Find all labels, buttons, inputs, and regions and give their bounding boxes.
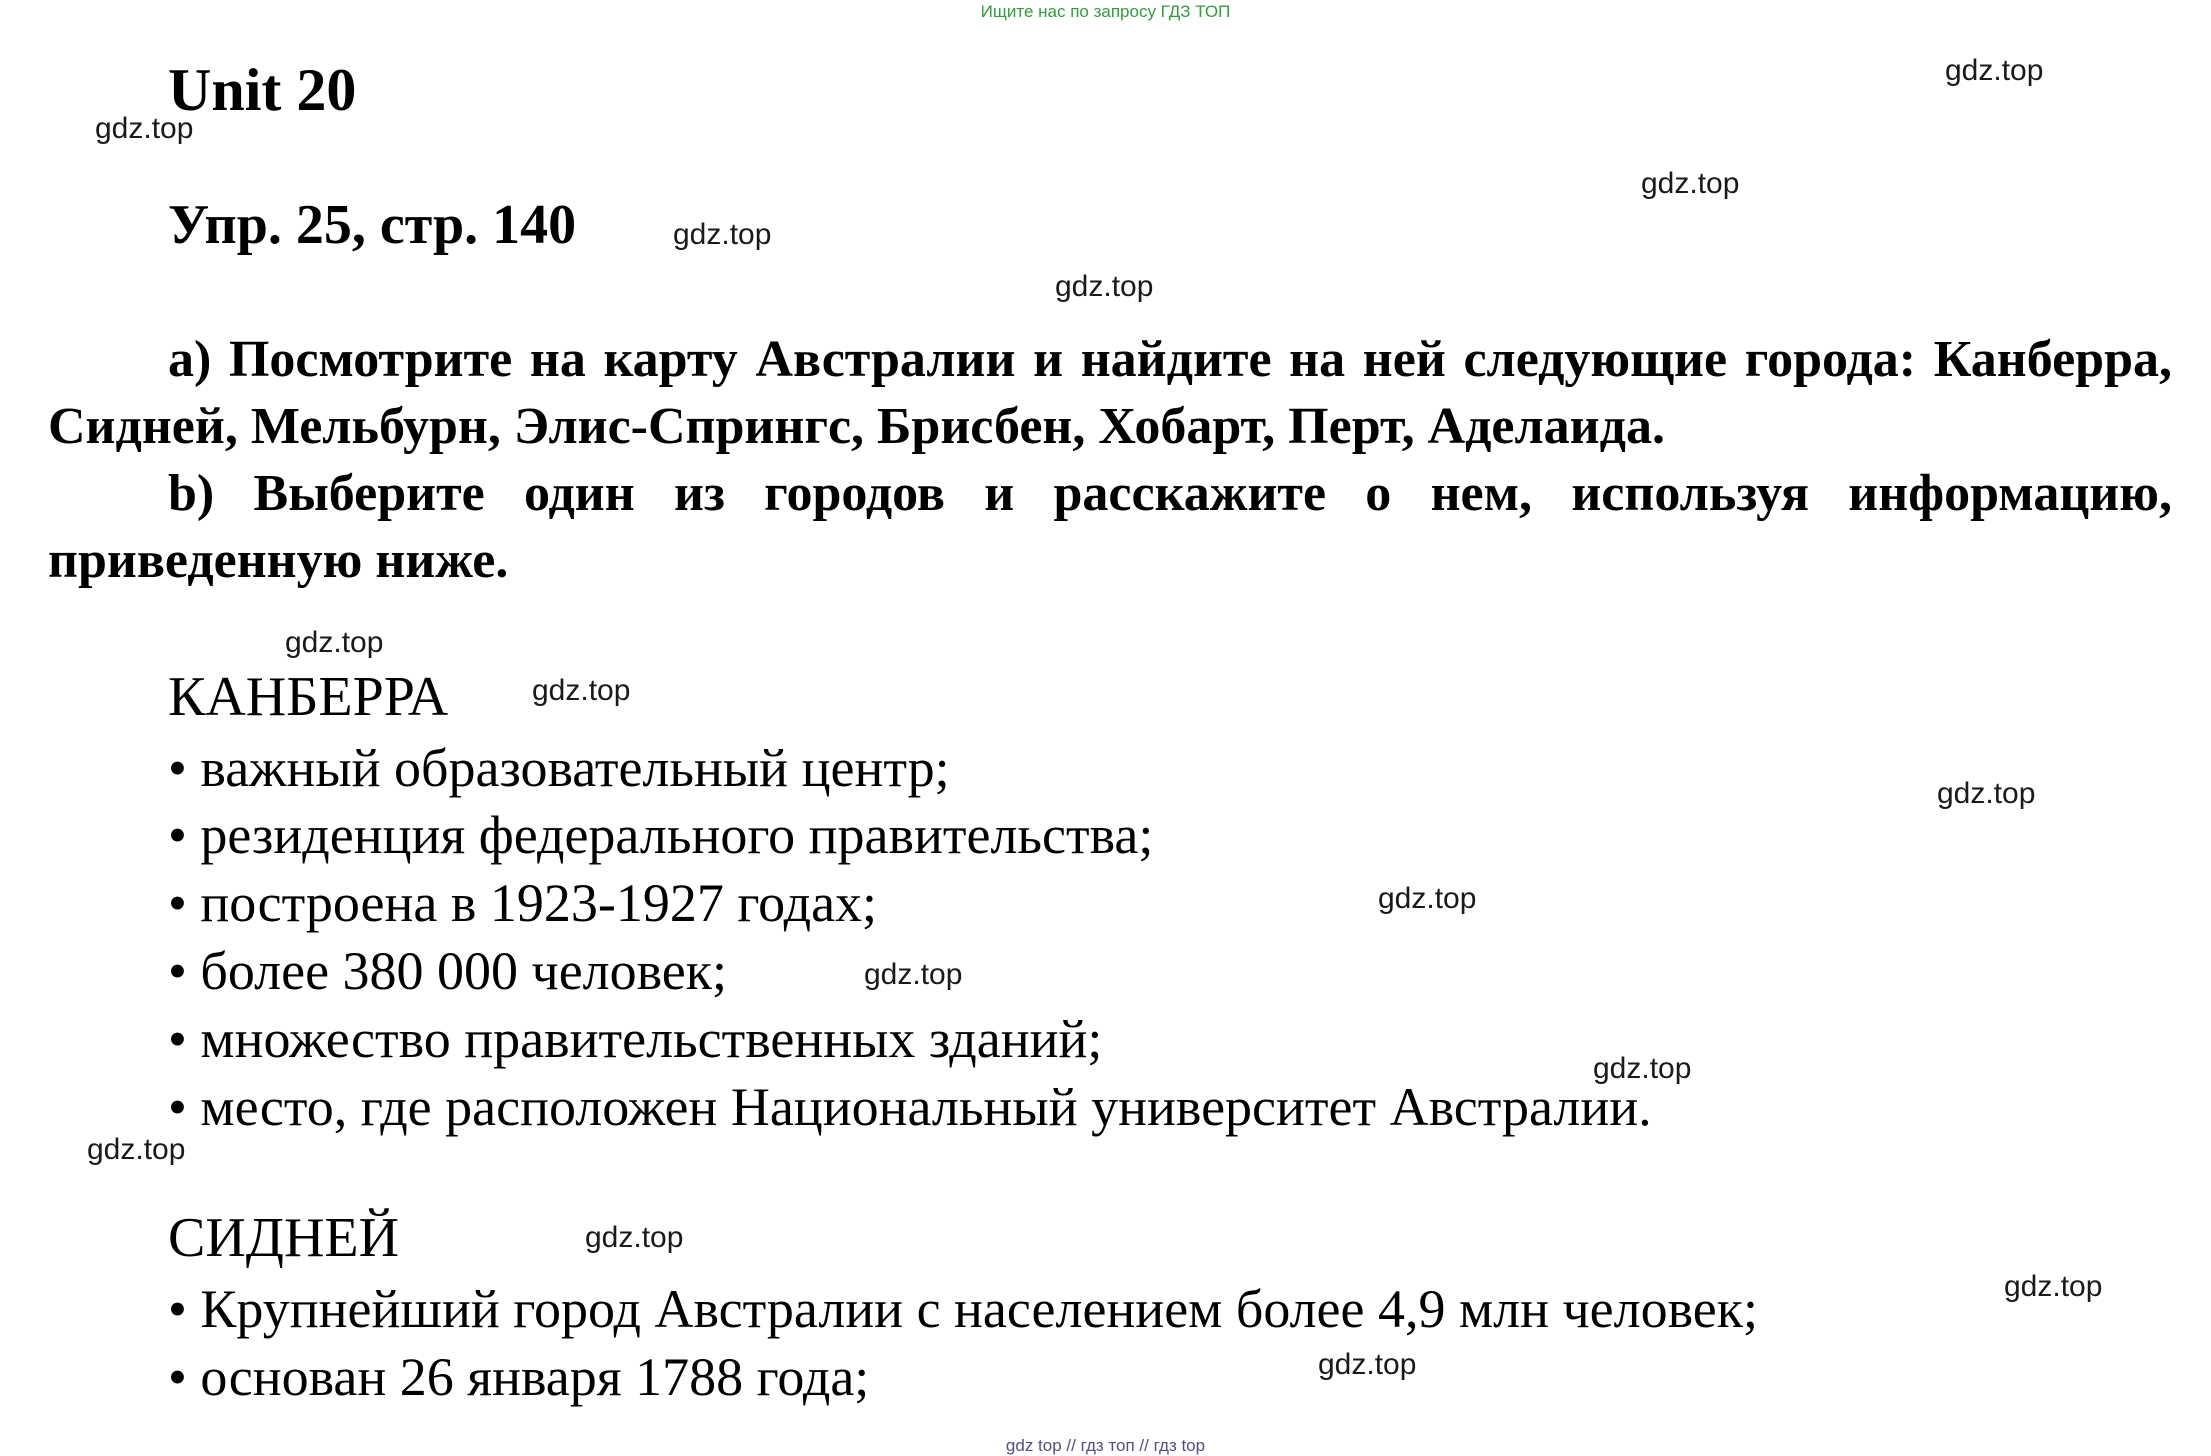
exercise-title: Упр. 25, стр. 140 bbox=[168, 194, 577, 256]
task-instructions bbox=[48, 326, 2172, 594]
canberra-item: • важный образовательный центр; bbox=[168, 738, 950, 798]
canberra-heading: КАНБЕРРА bbox=[168, 666, 449, 728]
watermark: gdz.top bbox=[2004, 1270, 2103, 1303]
canberra-item: • построена в 1923-1927 годах; bbox=[168, 873, 878, 933]
sydney-heading: СИДНЕЙ bbox=[168, 1207, 400, 1269]
canberra-item: • более 380 000 человек; bbox=[168, 941, 728, 1001]
watermark: gdz.top bbox=[1641, 167, 1740, 200]
watermark: gdz.top bbox=[1055, 270, 1154, 303]
watermark: gdz.top bbox=[1945, 54, 2044, 87]
canberra-item: • место, где расположен Национальный университет Австралии. bbox=[168, 1077, 1652, 1137]
watermark: gdz.top bbox=[1318, 1348, 1417, 1381]
task-a: a) Посмотрите на карту Австралии и найдите на ней следующие города: Канберра, Сидней, Мельбурн, Элис-Спрингс, Брисбен, Хобарт, Перт, Аделаида. bbox=[48, 331, 2172, 455]
watermark: gdz.top bbox=[1378, 882, 1477, 915]
watermark: gdz.top bbox=[95, 112, 194, 145]
search-banner: Ищите нас по запросу ГДЗ ТОП bbox=[980, 2, 1231, 21]
task-b: b) Выберите один из городов и расскажите о нем, используя информацию, приведенную ниже. bbox=[48, 465, 2172, 589]
watermark: gdz.top bbox=[585, 1221, 684, 1254]
watermark: gdz.top bbox=[285, 626, 384, 659]
footer-links: gdz top // гдз топ // гдз top bbox=[1005, 1436, 1206, 1455]
canberra-item: • множество правительственных зданий; bbox=[168, 1009, 1103, 1069]
watermark: gdz.top bbox=[1593, 1052, 1692, 1085]
sydney-item: • основан 26 января 1788 года; bbox=[168, 1347, 870, 1407]
watermark: gdz.top bbox=[673, 218, 772, 251]
watermark: gdz.top bbox=[532, 674, 631, 707]
watermark: gdz.top bbox=[864, 958, 963, 991]
canberra-item: • резиденция федерального правительства; bbox=[168, 805, 1154, 865]
watermark: gdz.top bbox=[1937, 777, 2036, 810]
unit-title: Unit 20 bbox=[168, 57, 357, 123]
sydney-item: • Крупнейший город Австралии с населением более 4,9 млн человек; bbox=[168, 1279, 1758, 1339]
watermark: gdz.top bbox=[87, 1133, 186, 1166]
